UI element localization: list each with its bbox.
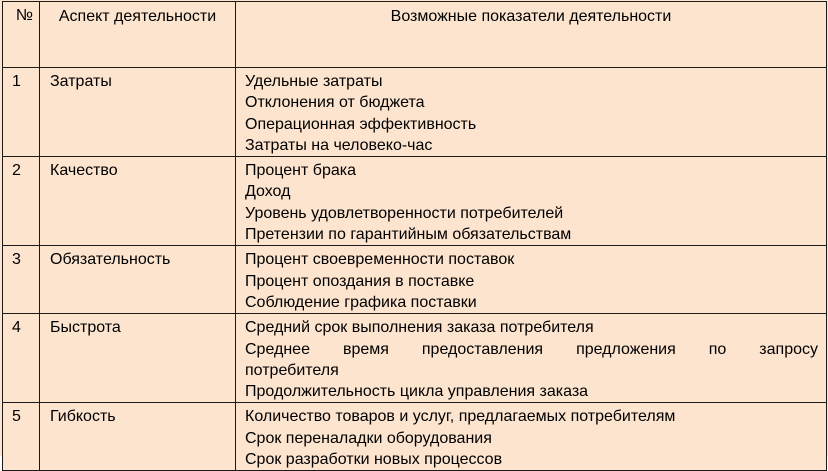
indicator-item: Процент опоздания в поставке	[245, 272, 475, 290]
table-row	[3, 403, 827, 471]
indicator-item: Удельные затраты	[245, 73, 383, 90]
table-row	[3, 68, 827, 157]
indicator-item: Средний срок выполнения заказа потребителя	[245, 319, 594, 337]
row-number: 3	[3, 246, 40, 314]
row-aspect: Качество	[40, 157, 236, 246]
row-indicators	[236, 314, 827, 403]
indicator-item: Процент своевременности поставок	[245, 251, 515, 269]
indicator-item: Процент брака	[245, 162, 356, 180]
indicator-item: Срок переналадки оборудования	[245, 429, 492, 447]
row-aspect: Затраты	[40, 68, 236, 157]
row-aspect: Быстрота	[40, 314, 236, 403]
indicator-item: Претензии по гарантийным обязательствам	[245, 226, 572, 244]
table-row	[3, 157, 827, 246]
header-number: №	[3, 2, 40, 68]
row-number: 2	[3, 157, 40, 246]
indicator-item: потребителя	[245, 361, 339, 379]
table-row	[3, 246, 827, 314]
indicator-item: Срок разработки новых процессов	[245, 451, 503, 469]
row-indicators	[236, 157, 827, 246]
table-header-row	[3, 2, 827, 68]
header-indicators: Возможные показатели деятельности	[236, 2, 827, 68]
indicator-item: Уровень удовлетворенности потребителей	[245, 204, 564, 222]
activity-indicators-table	[2, 1, 827, 471]
row-indicators	[236, 246, 827, 314]
row-indicators	[236, 403, 827, 471]
indicator-item: Отклонения от бюджета	[245, 94, 425, 112]
row-number: 5	[3, 403, 40, 471]
row-aspect: Гибкость	[40, 403, 236, 471]
row-aspect: Обязательность	[40, 246, 236, 314]
table-row	[3, 314, 827, 403]
row-number: 4	[3, 314, 40, 403]
row-number: 1	[3, 68, 40, 157]
indicator-item: Продолжительность цикла управления заказа	[245, 383, 589, 401]
indicator-item: Операционная эффективность	[245, 115, 477, 133]
indicator-item: Доход	[245, 183, 291, 201]
indicator-item: Количество товаров и услуг, предлагаемых потребителям	[245, 408, 676, 426]
header-aspect: Аспект деятельности	[40, 2, 236, 68]
indicator-item: Среднее время предоставления предложения по запросу	[245, 340, 818, 358]
row-indicators	[236, 68, 827, 157]
indicator-item: Соблюдение графика поставки	[245, 293, 477, 311]
indicator-item: Затраты на человеко-час	[245, 136, 433, 154]
